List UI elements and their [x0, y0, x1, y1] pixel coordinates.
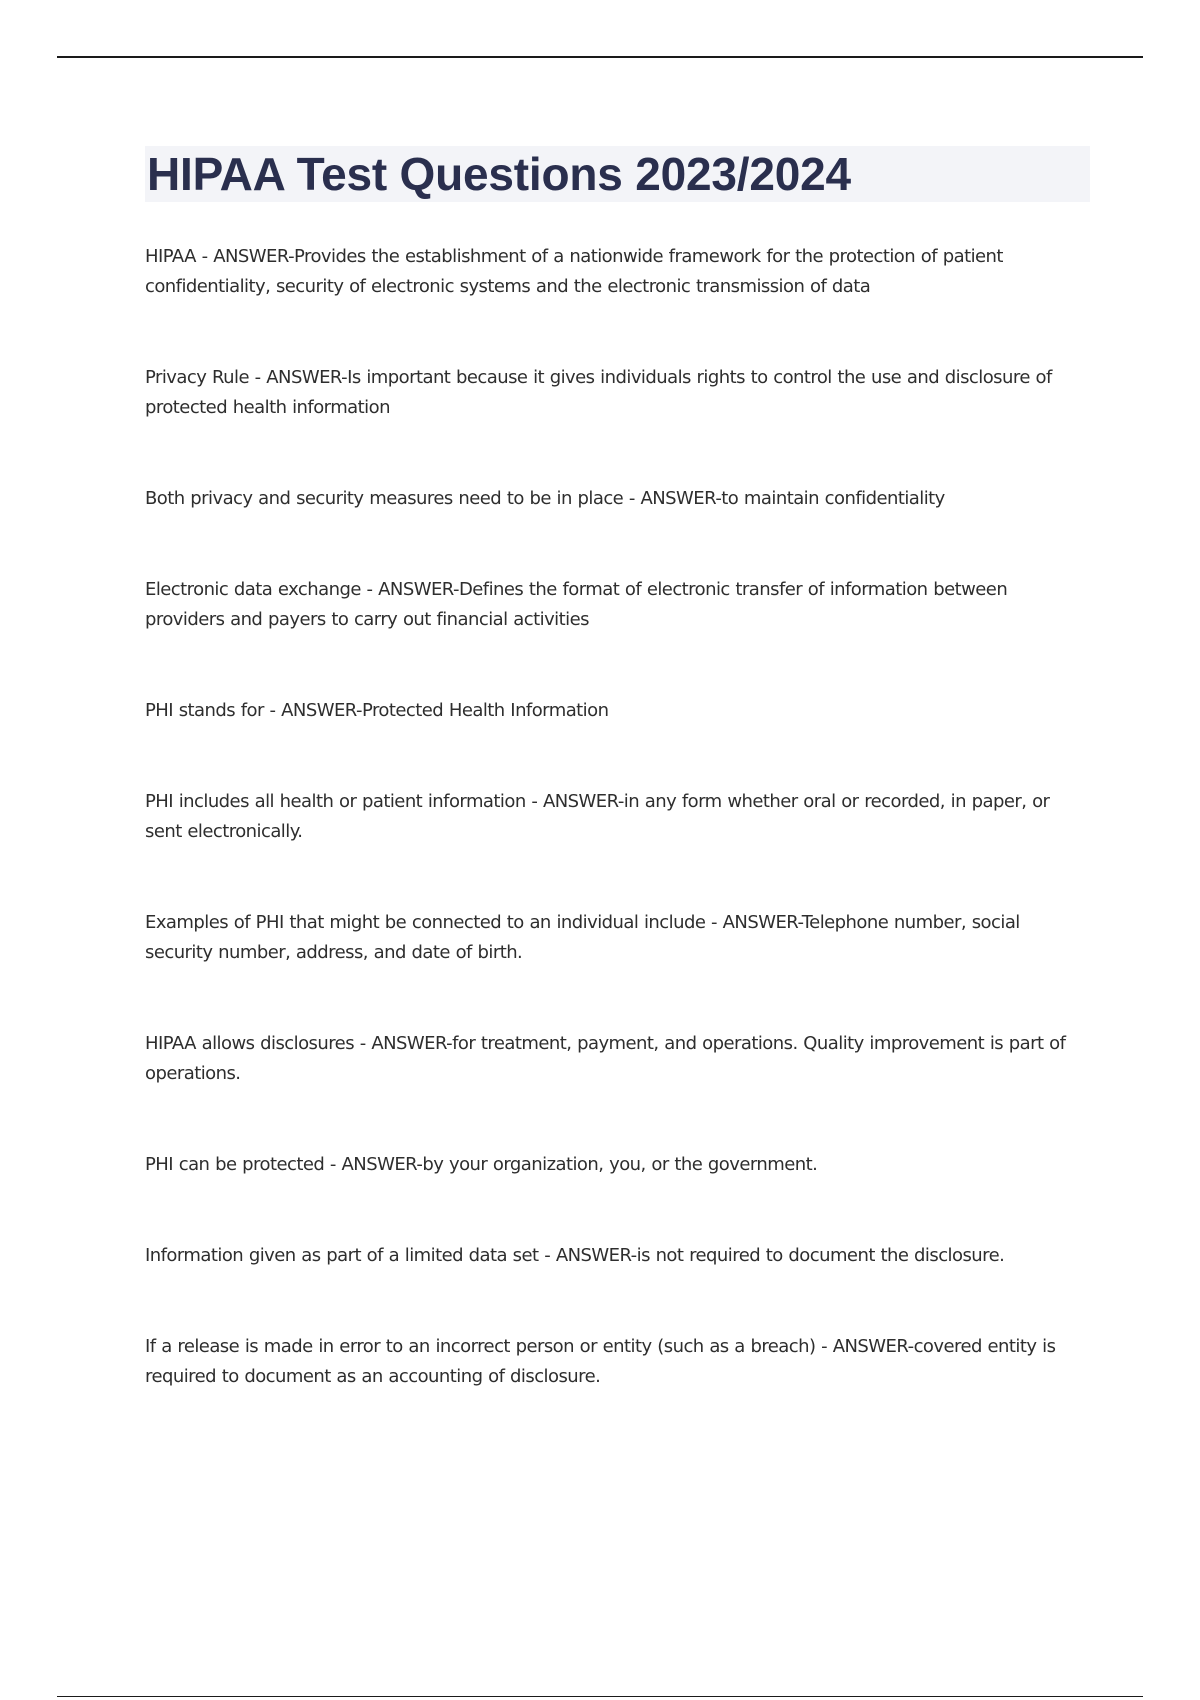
qa-separator: - ANSWER-	[195, 246, 295, 267]
qa-term: PHI includes all health or patient information	[145, 791, 526, 812]
qa-item	[145, 363, 1090, 423]
qa-answer: is not required to document the disclosure.	[636, 1245, 1005, 1266]
qa-item	[145, 1150, 1090, 1180]
qa-item	[145, 484, 1090, 514]
qa-term: Both privacy and security measures need to be in place	[145, 488, 624, 509]
document-body	[145, 146, 1090, 1453]
qa-separator: - ANSWER-	[705, 912, 802, 933]
qa-answer: in any form whether oral or recorded, in paper, or sent electronically.	[145, 791, 1050, 842]
qa-item	[145, 696, 1090, 726]
qa-separator: - ANSWER-	[263, 700, 362, 721]
qa-answer: for treatment, payment, and operations. Quality improvement is part of operations.	[145, 1033, 1066, 1084]
qa-term: Examples of PHI that might be connected to an individual include	[145, 912, 706, 933]
bottom-rule	[57, 1696, 1143, 1697]
qa-answer: covered entity is required to document as an accounting of disclosure.	[145, 1336, 1056, 1387]
qa-separator: - ANSWER-	[360, 579, 459, 600]
qa-separator: - ANSWER-	[324, 1154, 423, 1175]
qa-answer: Telephone number, social security number, address, and date of birth.	[145, 912, 1020, 963]
qa-term: Information given as part of a limited data set	[145, 1245, 539, 1266]
qa-term: HIPAA	[145, 246, 196, 267]
top-rule	[57, 56, 1143, 58]
qa-item	[145, 242, 1090, 302]
qa-term: Electronic data exchange	[145, 579, 361, 600]
qa-separator: - ANSWER-	[354, 1033, 453, 1054]
qa-separator: - ANSWER-	[525, 791, 624, 812]
title-band	[145, 146, 1090, 202]
qa-item	[145, 787, 1090, 847]
qa-item	[145, 908, 1090, 968]
qa-answer: Is important because it gives individuals rights to control the use and disclosure of protected health information	[145, 367, 1052, 418]
qa-term: If a release is made in error to an incorrect person or entity (such as a breach)	[145, 1336, 816, 1357]
qa-term: PHI stands for	[145, 700, 264, 721]
qa-separator: - ANSWER-	[538, 1245, 637, 1266]
qa-answer: to maintain confidentiality	[721, 488, 945, 509]
qa-answer: Protected Health Information	[361, 700, 609, 721]
qa-item	[145, 1029, 1090, 1089]
qa-item	[145, 1241, 1090, 1271]
qa-term: PHI can be protected	[145, 1154, 325, 1175]
qa-separator: - ANSWER-	[815, 1336, 914, 1357]
qa-answer: Provides the establishment of a nationwide framework for the protection of patient confidentiality, security of electronic systems and the electronic transmission of data	[145, 246, 1003, 297]
qa-answer: Defines the format of electronic transfer of information between providers and payers to carry out financial activities	[145, 579, 1008, 630]
qa-answer: by your organization, you, or the government.	[422, 1154, 818, 1175]
qa-separator: - ANSWER-	[623, 488, 722, 509]
qa-term: HIPAA allows disclosures	[145, 1033, 355, 1054]
page-title: HIPAA Test Questions 2023/2024	[147, 148, 851, 200]
qa-separator: - ANSWER-	[248, 367, 348, 388]
qa-term: Privacy Rule	[145, 367, 249, 388]
qa-item	[145, 1332, 1090, 1392]
qa-item	[145, 575, 1090, 635]
qa-list	[145, 242, 1090, 1392]
